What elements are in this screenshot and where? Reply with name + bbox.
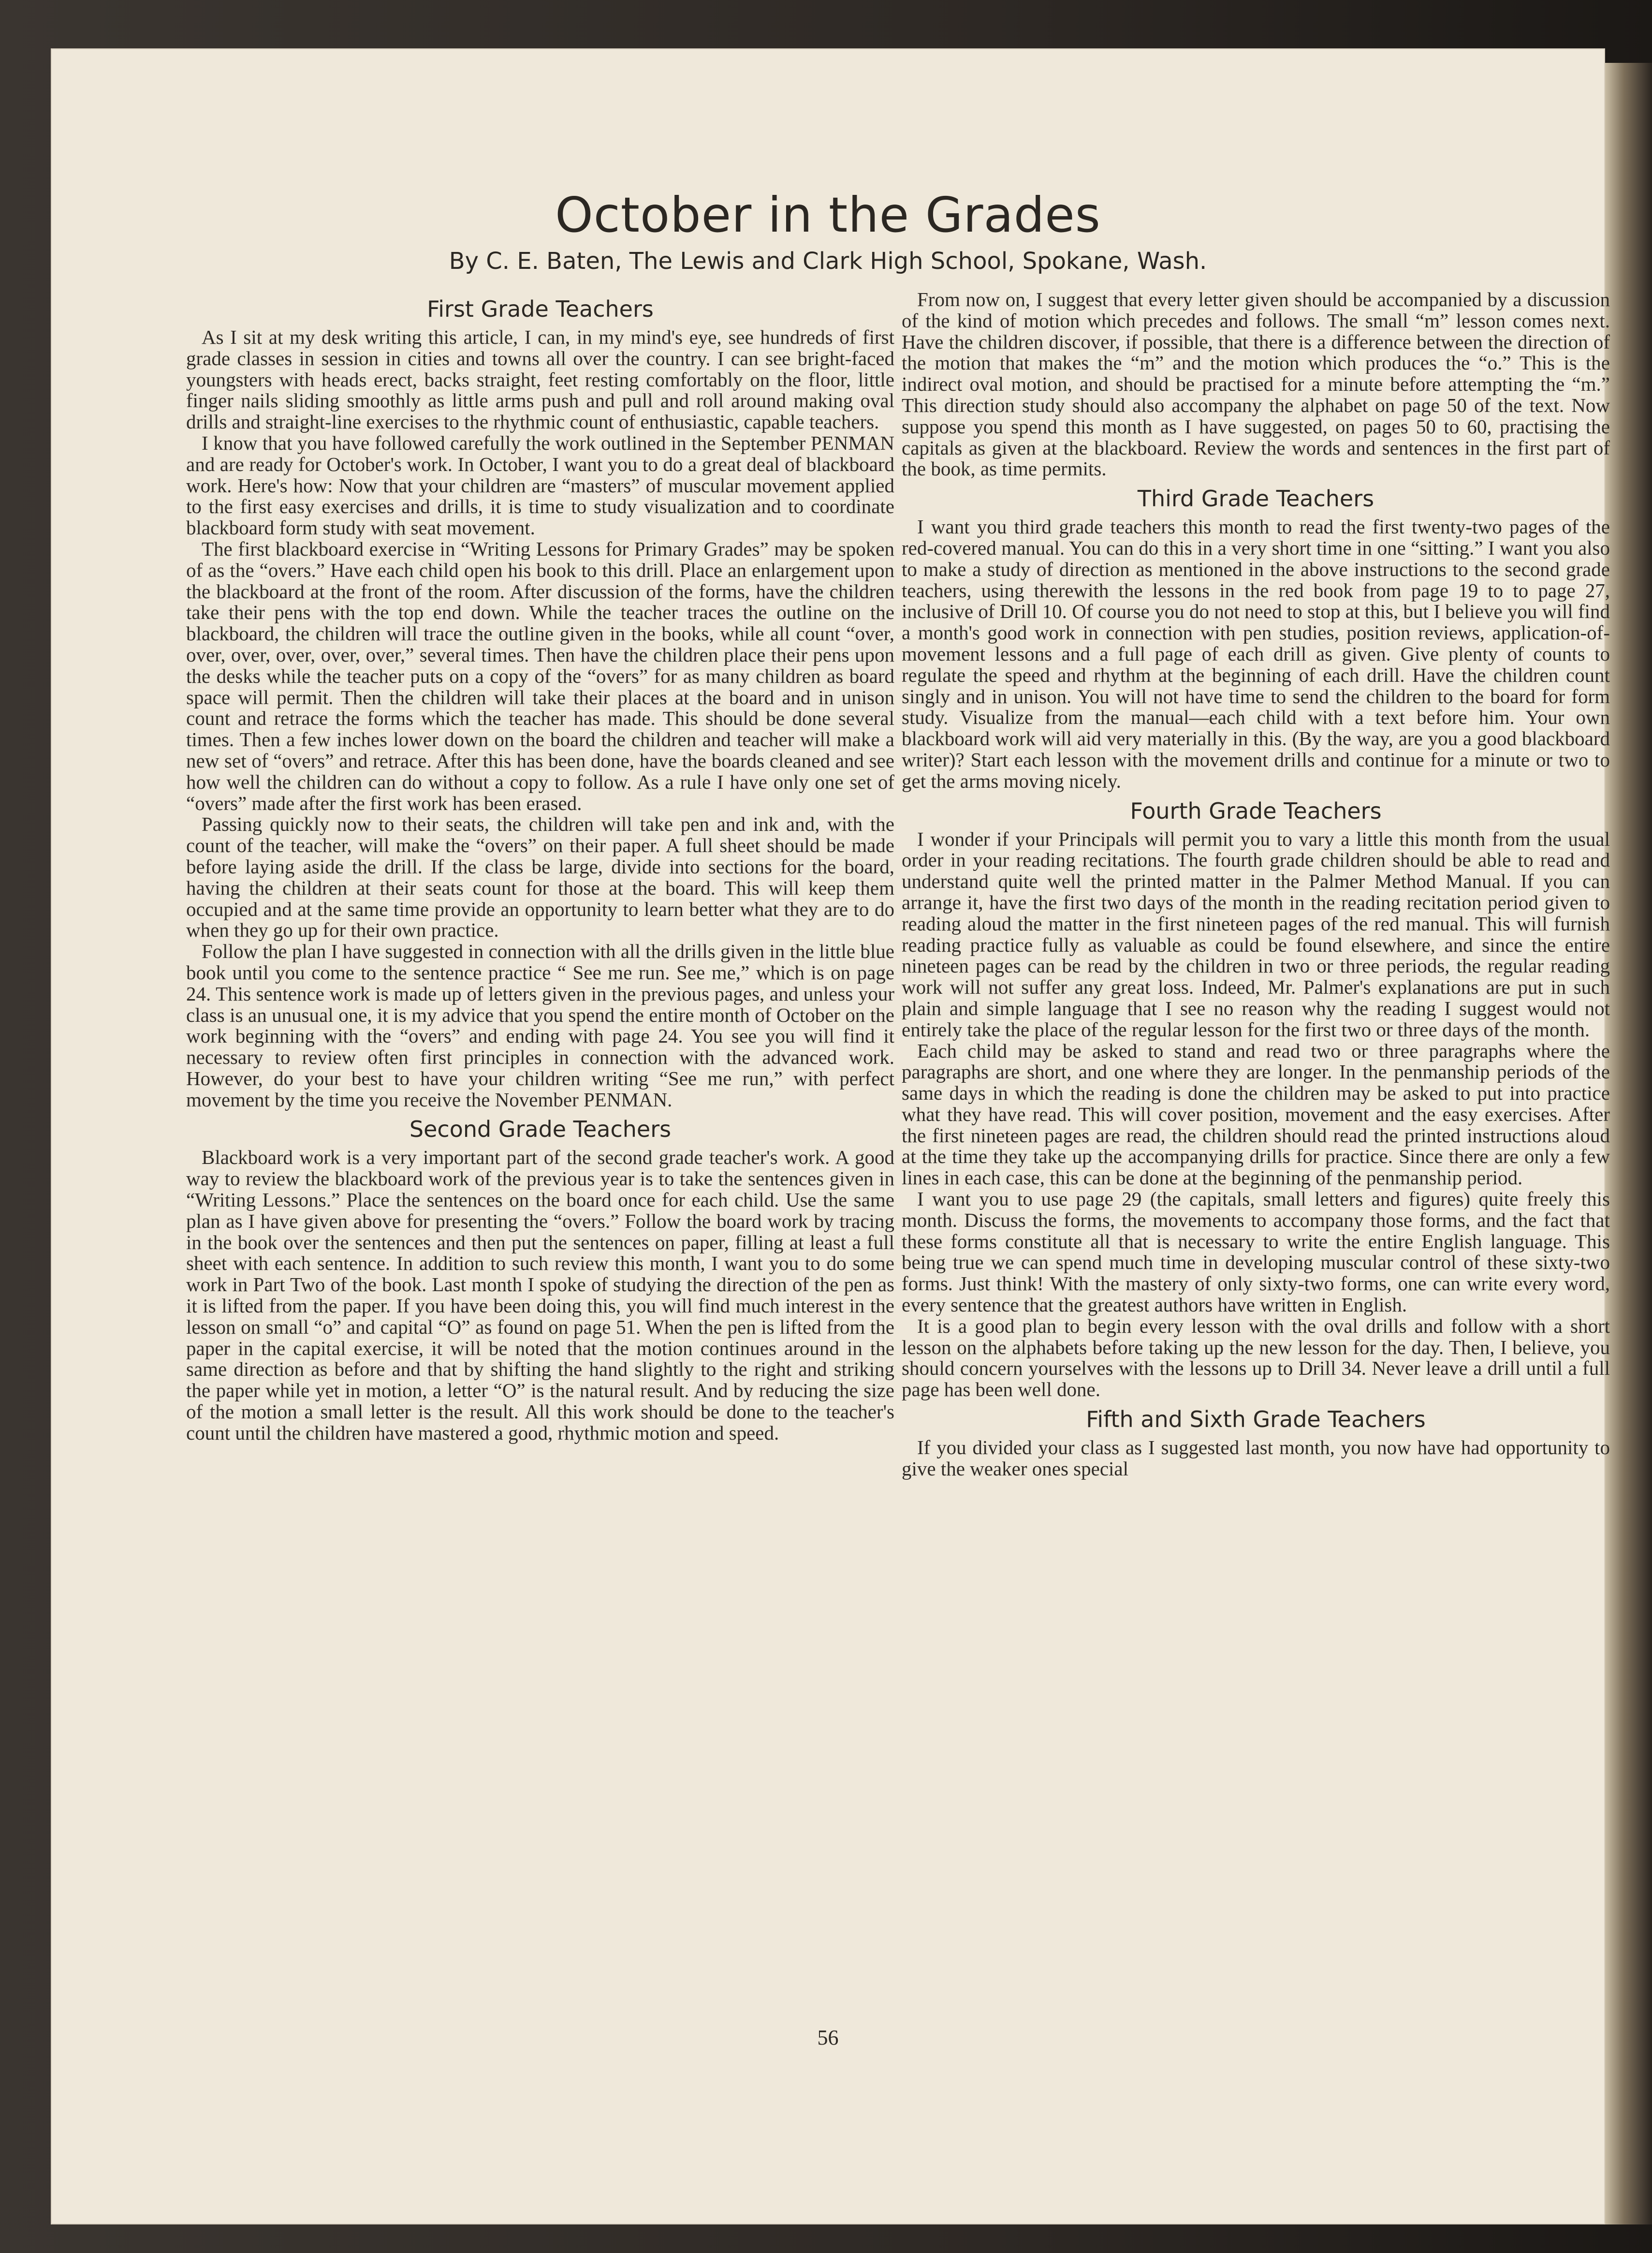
column-right <box>902 289 1610 2016</box>
paragraph: Blackboard work is a very important part of the second grade teacher's work. A good way to review the blackboard work of the previous year is to take the sentences given in “Writing Lessons.” Place the sentences on the board once for each child. Use the same plan as I have given above for presenting the “overs.” Follow the board work by tracing in the book over the sentences and then put the sentences on paper, filling at least a full sheet with each sentence. In addition to such review this month, I want you to do some work in Part Two of the book. Last month I spoke of studying the direction of the pen as it is lifted from the paper. If you have been doing this, you will find much interest in the lesson on small “o” and capital “O” as found on page 51. When the pen is lifted from the paper in the capital exercise, it will be noted that the motion continues around in the same direction as before and that by shifting the hand slightly to the right and striking the paper while yet in motion, a letter “O” is the natural result. And by reducing the size of the motion a small letter is the result. All this work should be done to the teacher's count until the children have mastered a good, rhythmic motion and speed. <box>186 1146 894 1444</box>
article-byline: By C. E. Baten, The Lewis and Clark High School, Spokane, Wash. <box>449 248 1207 275</box>
article-title: October in the Grades <box>555 187 1101 243</box>
paragraph: Each child may be asked to stand and read two or three paragraphs where the paragraphs are short, and one where they are longer. In the penmanship periods of the same days in which the reading is done the children may be asked to put into practice what they have read. This will cover position, movement and the easy exercises. After the first nineteen pages are read, the children should read the printed instructions aloud at the time they take up the accompanying drills for practice. Since there are only a few lines in each case, this can be done at the beginning of the penmanship period. <box>902 1039 1610 1189</box>
heading-second-grade: Second Grade Teachers <box>409 1116 672 1143</box>
paragraph: If you divided your class as I suggested last month, you now have had opportunity to give the weaker ones special <box>902 1436 1610 1480</box>
page-number: 56 <box>817 2026 839 2049</box>
paragraph: I want you to use page 29 (the capitals, small letters and figures) quite freely this month. Discuss the forms, the movements to accompany those forms, and the fact that these forms constitute all that is necessary to write the entire English language. This being true we can spend much time in developing muscular control of these sixty-two forms. Just think! With the mastery of only sixty-two forms, one can write every word, every sentence that the greatest authors have written in English. <box>902 1188 1610 1316</box>
paragraph: The first blackboard exercise in “Writing Lessons for Primary Grades” may be spoken of as the “overs.” Have each child open his book to this drill. Place an enlargement upon the blackboard at the front of the room. After discussion of the forms, have the children take their pens with the top end down. While the teacher traces the outline on the blackboard, the children will trace the outline given in the books, while all count “over, over, over, over, over, over,” several times. Then have the children place their pens upon the desks while the teacher puts on a copy of the “overs” for as many children as board space will permit. Then the children will take their places at the board and in unison count and retrace the forms which the teacher has made. This should be done several times. Then a few inches lower down on the board the children and teacher will make a new set of “overs” and retrace. After this has been done, have the boards cleaned and see how well the children can do without a copy to follow. As a rule I have only one set of “overs” made after the first work has been erased. <box>186 537 894 814</box>
heading-fifth-sixth-grade: Fifth and Sixth Grade Teachers <box>1086 1406 1426 1433</box>
paragraph: Passing quickly now to their seats, the children will take pen and ink and, with the count of the teacher, will make the “overs” on their paper. A full sheet should be made before laying aside the drill. If the class be large, divide into sections for the board, having the children at their seats count for those at the board. This will keep them occupied and at the same time provide an opportunity to learn better what they are to do when they go up for their own practice. <box>186 813 894 942</box>
paragraph: As I sit at my desk writing this article, I can, in my mind's eye, see hundreds of first grade classes in session in cities and towns all over the country. I can see bright-faced youngsters with heads erect, backs straight, feet resting comfortably on the floor, little finger nails sliding smoothly as little arms push and pull and roll around making oval drills and straight-line exercises to the rhythmic count of enthusiastic, capable teachers. <box>186 326 894 433</box>
heading-first-grade: First Grade Teachers <box>427 296 654 322</box>
paragraph: I know that you have followed carefully the work outlined in the September PENMAN and are ready for October's work. In October, I want you to do a great deal of blackboard work. Here's how: Now that your children are “masters” of muscular movement applied to the first easy exercises and drills, it is time to study visualization and to coordinate blackboard form study with seat movement. <box>186 431 894 539</box>
heading-fourth-grade: Fourth Grade Teachers <box>1130 797 1382 824</box>
paragraph: From now on, I suggest that every letter given should be accompanied by a discussion of the kind of motion which precedes and follows. The small “m” lesson comes next. Have the children discover, if possible, that there is a difference between the direction of the motion that makes the “m” and the motion which produces the “o.” This is the indirect oval motion, and should be practised for a minute before attempting the “m.” This direction study should also accompany the alphabet on page 50 of the text. Now suppose you spend this month as I have suggested, on pages 50 to 60, practising the capitals as given at the blackboard. Review the words and sentences in the first part of the book, as time permits. <box>902 288 1610 480</box>
paragraph: I wonder if your Principals will permit you to vary a little this month from the usual order in your reading recitations. The fourth grade children should be able to read and understand quite well the printed matter in the Palmer Method Manual. If you can arrange it, have the first two days of the month in the reading recitation period given to reading aloud the matter in the first nineteen pages of the red manual. This will furnish reading practice fully as valuable as could be found elsewhere, and since the entire nineteen pages can be read by the children in two or three periods, the regular reading work will not suffer any great loss. Indeed, Mr. Palmer's explanations are put in such plain and simple language that I see no reason why the reading I suggest would not entirely take the place of the regular lesson for the first two or three days of the month. <box>902 827 1610 1041</box>
paragraph: I want you third grade teachers this month to read the first twenty-two pages of the red-covered manual. You can do this in a very short time in one “sitting.” I want you also to make a study of direction as mentioned in the above instructions to the second grade teachers, using therewith the lessons in the red book from page 19 to to page 27, inclusive of Drill 10. Of course you do not need to stop at this, but I believe you will find a month's good work in connection with pen studies, position reviews, application-of-movement lessons and a full page of each drill as given. Give plenty of counts to regulate the speed and rhythm at the beginning of each drill. Have the children count singly and in unison. You will not have time to send the children to the board for form study. Visualize from the manual—each child with a text before him. Your own blackboard work will aid very materially in this. (By the way, are you a good blackboard writer)? Start each lesson with the movement drills and continue for a minute or two to get the arms moving nicely. <box>902 515 1610 792</box>
heading-third-grade: Third Grade Teachers <box>1137 486 1374 512</box>
column-left <box>186 290 894 2017</box>
paragraph: Follow the plan I have suggested in connection with all the drills given in the little blue book until you come to the sentence practice “ See me run. See me,” which is on page 24. This sentence work is made up of letters given in the previous pages, and unless your class is an unusual one, it is my advice that you spend the entire month of October on the work beginning with the “overs” and ending with page 24. You see you will find it necessary to review often first principles in connection with the advanced work. However, do your best to have your children writing “See me run,” with perfect movement by the time you receive the November PENMAN. <box>186 940 894 1111</box>
paragraph: It is a good plan to begin every lesson with the oval drills and follow with a short lesson on the alphabets before taking up the new lesson for the day. Then, I believe, you should concern yourselves with the lessons up to Drill 34. Never leave a drill until a full page has been well done. <box>902 1314 1610 1401</box>
next-page-edge <box>1605 63 1652 2224</box>
